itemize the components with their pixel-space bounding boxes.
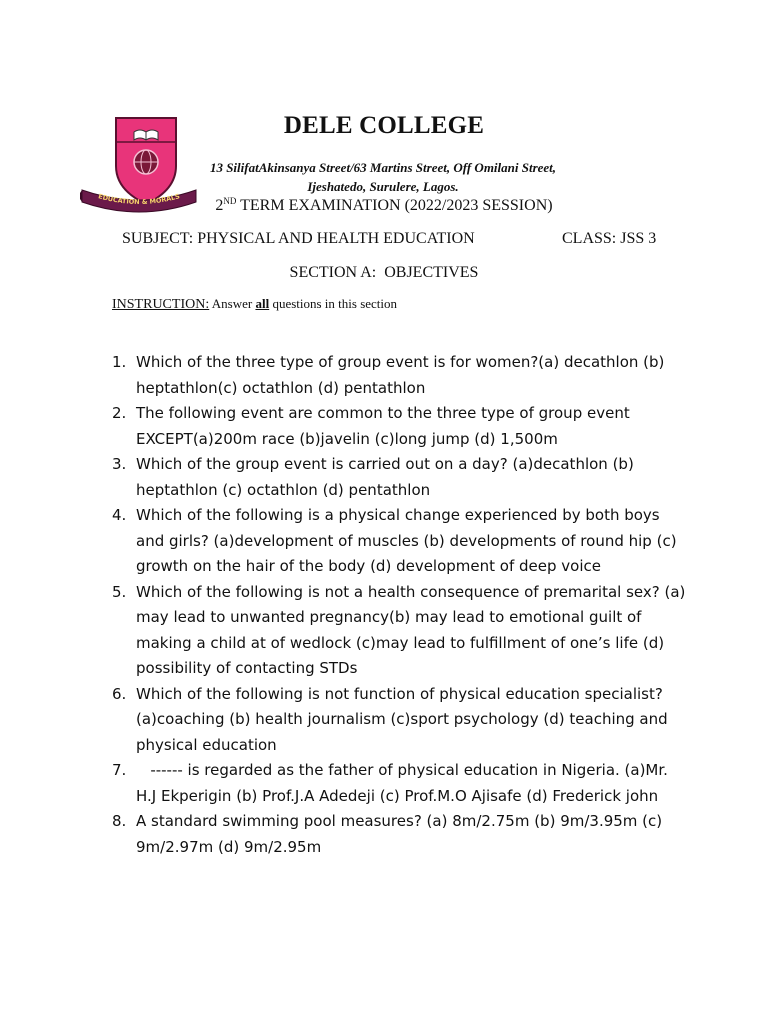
question-item bbox=[108, 503, 688, 580]
question-item bbox=[108, 758, 688, 809]
school-name: DELE COLLEGE bbox=[283, 112, 485, 139]
instruction-emphasis: all bbox=[255, 296, 270, 311]
question-text: A standard swimming pool measures? (a) 8m/2.75m (b) 9m/3.95m (c) 9m/2.97m (d) 9m/2.95m bbox=[136, 812, 663, 856]
question-number: 1. bbox=[112, 353, 127, 371]
question-number: 2. bbox=[112, 404, 127, 422]
instruction-label: INSTRUCTION: bbox=[112, 297, 210, 312]
school-address bbox=[198, 158, 568, 196]
question-list bbox=[108, 350, 688, 860]
exam-ordinal-suffix: ND bbox=[223, 196, 237, 206]
instruction-text-after: questions in this section bbox=[269, 296, 398, 311]
question-number: 7. bbox=[112, 761, 127, 779]
question-item bbox=[108, 350, 688, 401]
address-line-1: 13 SilifatAkinsanya Street/63 Martins Street, Off Omilani Street, bbox=[209, 160, 557, 175]
section-heading: SECTION A: OBJECTIVES bbox=[289, 264, 479, 281]
question-item bbox=[108, 401, 688, 452]
logo-motto-text: EDUCATION & MORALS bbox=[97, 192, 181, 207]
subject-label: SUBJECT: PHYSICAL AND HEALTH EDUCATION bbox=[122, 230, 475, 247]
question-item bbox=[108, 682, 688, 759]
address-line-2: Ijeshatedo, Surulere, Lagos. bbox=[307, 179, 459, 194]
question-item bbox=[108, 452, 688, 503]
question-number: 5. bbox=[112, 582, 127, 601]
instruction-line bbox=[112, 296, 397, 313]
question-text: Which of the following is not a health consequence of premarital sex? (a) may lead to unwanted pregnancy(b) may lead to emotional guilt of making a child at of wedlock (c)may lead to fulfillment of one’s life (d) possibility of contacting STDs bbox=[136, 582, 686, 677]
question-item bbox=[108, 809, 688, 860]
question-text: Which of the group event is carried out on a day? (a)decathlon (b) heptathlon (c) octathlon (d) pentathlon bbox=[136, 455, 634, 499]
instruction-text-before: Answer bbox=[209, 296, 256, 311]
class-label: CLASS: JSS 3 bbox=[562, 230, 657, 247]
question-text: Which of the following is a physical change experienced by both boys and girls? (a)development of muscles (b) developments of round hip (c) growth on the hair of the body (d) development of deep voice bbox=[136, 506, 677, 575]
question-number: 3. bbox=[112, 455, 127, 473]
question-text: Which of the three type of group event is for women?(a) decathlon (b) heptathlon(c) octathlon (d) pentathlon bbox=[136, 353, 665, 397]
exam-title-rest: TERM EXAMINATION (2022/2023 SESSION) bbox=[236, 197, 553, 214]
question-text: Which of the following is not function of physical education specialist? (a)coaching (b) health journalism (c)sport psychology (d) teaching and physical education bbox=[136, 684, 668, 754]
question-item bbox=[108, 580, 688, 682]
question-text: ------ is regarded as the father of physical education in Nigeria. (a)Mr. H.J Ekperigin (b) Prof.J.A Adedeji (c) Prof.M.O Ajisafe (d) Frederick john bbox=[136, 761, 673, 805]
question-text: The following event are common to the three type of group event EXCEPT(a)200m race (b)javelin (c)long jump (d) 1,500m bbox=[136, 404, 630, 448]
exam-title bbox=[0, 196, 768, 215]
question-number: 8. bbox=[112, 812, 127, 830]
question-number: 6. bbox=[112, 684, 127, 703]
exam-ordinal: 2 bbox=[215, 197, 224, 214]
question-number: 4. bbox=[112, 506, 127, 524]
